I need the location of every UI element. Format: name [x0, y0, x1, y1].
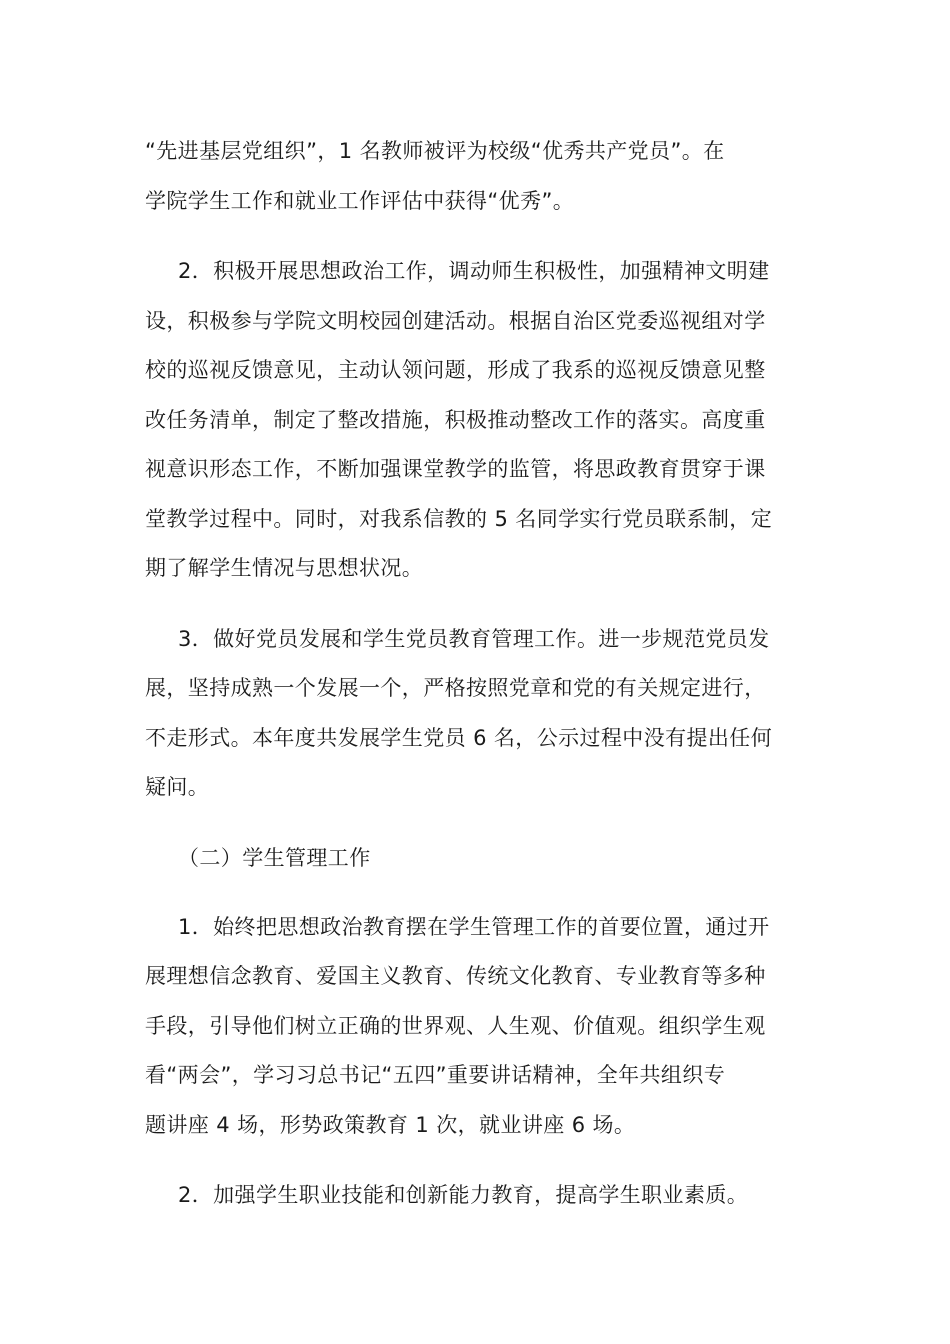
text-line: 视意识形态工作，不断加强课堂教学的监管，将思政教育贯穿于课 — [145, 457, 766, 481]
text-line: 改任务清单，制定了整改措施，积极推动整改工作的落实。高度重 — [145, 408, 766, 432]
text-line: 疑问。 — [145, 775, 210, 799]
text-line: 校的巡视反馈意见，主动认领问题，形成了我系的巡视反馈意见整 — [145, 358, 766, 382]
section-heading: （二）学生管理工作 — [178, 846, 371, 870]
text-line: 堂教学过程中。同时，对我系信教的 5 名同学实行党员联系制，定 — [145, 507, 773, 531]
text-line: 设，积极参与学院文明校园创建活动。根据自治区党委巡视组对学 — [145, 309, 766, 333]
text-line: 题讲座 4 场，形势政策教育 1 次，就业讲座 6 场。 — [145, 1113, 636, 1137]
text-line: 看“两会”，学习习总书记“五四”重要讲话精神，全年共组织专 — [145, 1063, 726, 1087]
paragraph-start-line: 1．始终把思想政治教育摆在学生管理工作的首要位置，通过开 — [178, 915, 770, 939]
paragraph-start-line: 2．积极开展思想政治工作，调动师生积极性，加强精神文明建 — [178, 259, 770, 283]
text-line: 手段，引导他们树立正确的世界观、人生观、价值观。组织学生观 — [145, 1014, 766, 1038]
text-line: “先进基层党组织”，1 名教师被评为校级“优秀共产党员”。在 — [145, 139, 725, 163]
paragraph-start-line: 2．加强学生职业技能和创新能力教育，提高学生职业素质。 — [178, 1183, 749, 1207]
text-line: 学院学生工作和就业工作评估中获得“优秀”。 — [145, 189, 575, 213]
paragraph-start-line: 3．做好党员发展和学生党员教育管理工作。进一步规范党员发 — [178, 627, 770, 651]
text-line: 不走形式。本年度共发展学生党员 6 名，公示过程中没有提出任何 — [145, 726, 773, 750]
text-line: 期了解学生情况与思想状况。 — [145, 556, 424, 580]
text-line: 展，坚持成熟一个发展一个，严格按照党章和党的有关规定进行， — [145, 676, 766, 700]
text-line: 展理想信念教育、爱国主义教育、传统文化教育、专业教育等多种 — [145, 964, 766, 988]
